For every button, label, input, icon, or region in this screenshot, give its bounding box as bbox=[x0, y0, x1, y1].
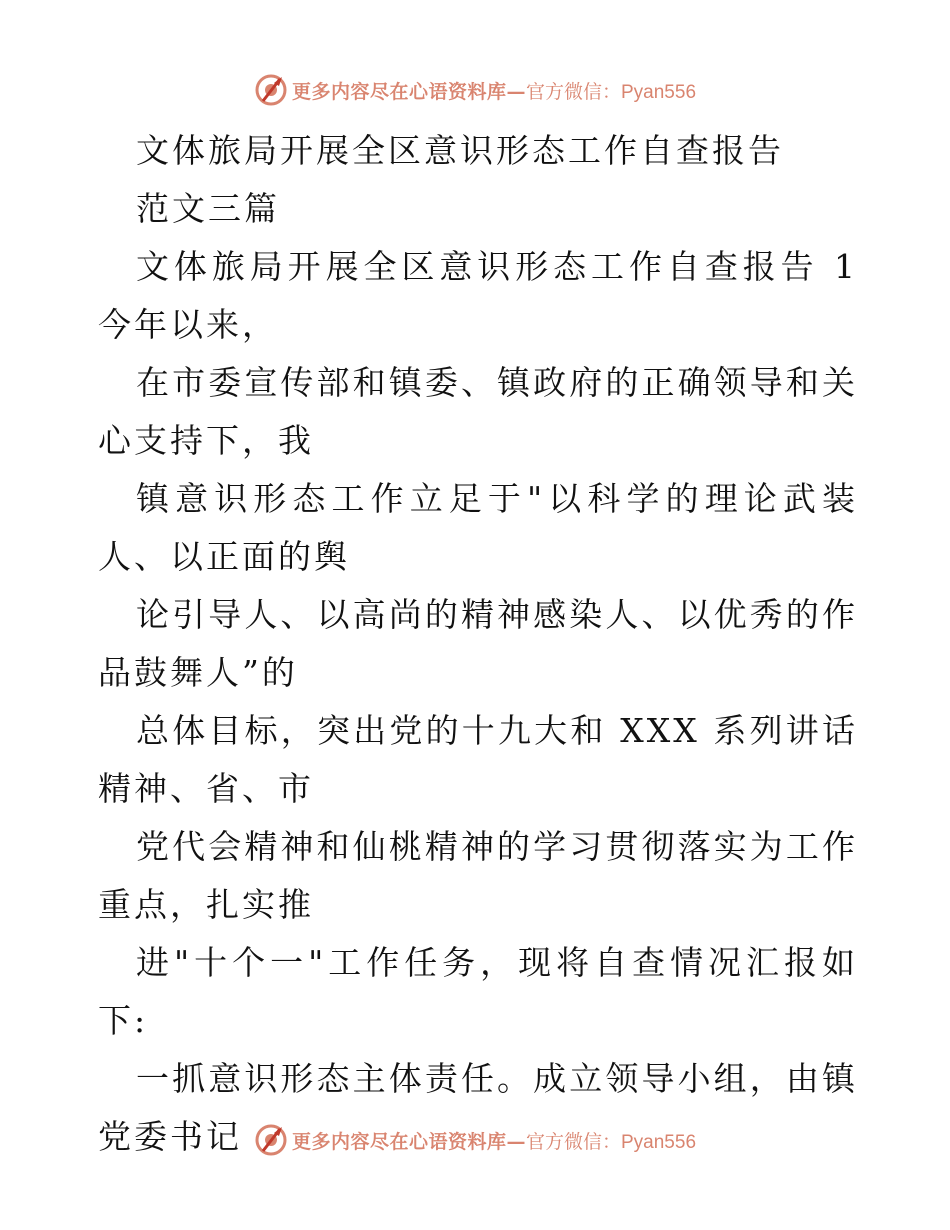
footer-banner bbox=[0, 1120, 950, 1160]
banner-wechat-text: 官方微信：Pyan556 bbox=[526, 81, 697, 103]
subtitle-line: 范文三篇 bbox=[136, 189, 280, 228]
feather-logo-icon bbox=[254, 73, 288, 107]
title-line: 文体旅局开展全区意识形态工作自查报告 bbox=[136, 131, 784, 170]
body-paragraph: 总体目标，突出党的十九大和 XXX 系列讲话精神、省、市 bbox=[98, 711, 858, 808]
body-paragraph: 论引导人、以高尚的精神感染人、以优秀的作品鼓舞人”的 bbox=[98, 595, 858, 692]
banner-wechat-text: 官方微信：Pyan556 bbox=[526, 1131, 697, 1153]
banner-site-text: 更多内容尽在心语资料库— bbox=[291, 1130, 526, 1153]
header-banner bbox=[0, 70, 950, 110]
document-body bbox=[98, 122, 858, 1166]
body-paragraph: 进"十个一"工作任务，现将自查情况汇报如下: bbox=[98, 943, 858, 1040]
body-paragraph: 文体旅局开展全区意识形态工作自查报告 1 今年以来， bbox=[98, 247, 858, 344]
body-paragraph: 一抓意识形态主体责任。成立领导小组，由镇党委书记 bbox=[98, 1059, 858, 1156]
banner-site-text: 更多内容尽在心语资料库— bbox=[291, 80, 526, 103]
feather-logo-icon bbox=[254, 1123, 288, 1157]
body-paragraph: 在市委宣传部和镇委、镇政府的正确领导和关心支持下，我 bbox=[98, 363, 858, 460]
body-paragraph: 镇意识形态工作立足于"以科学的理论武装人、以正面的舆 bbox=[98, 479, 858, 576]
body-paragraph: 党代会精神和仙桃精神的学习贯彻落实为工作重点，扎实推 bbox=[98, 827, 858, 924]
